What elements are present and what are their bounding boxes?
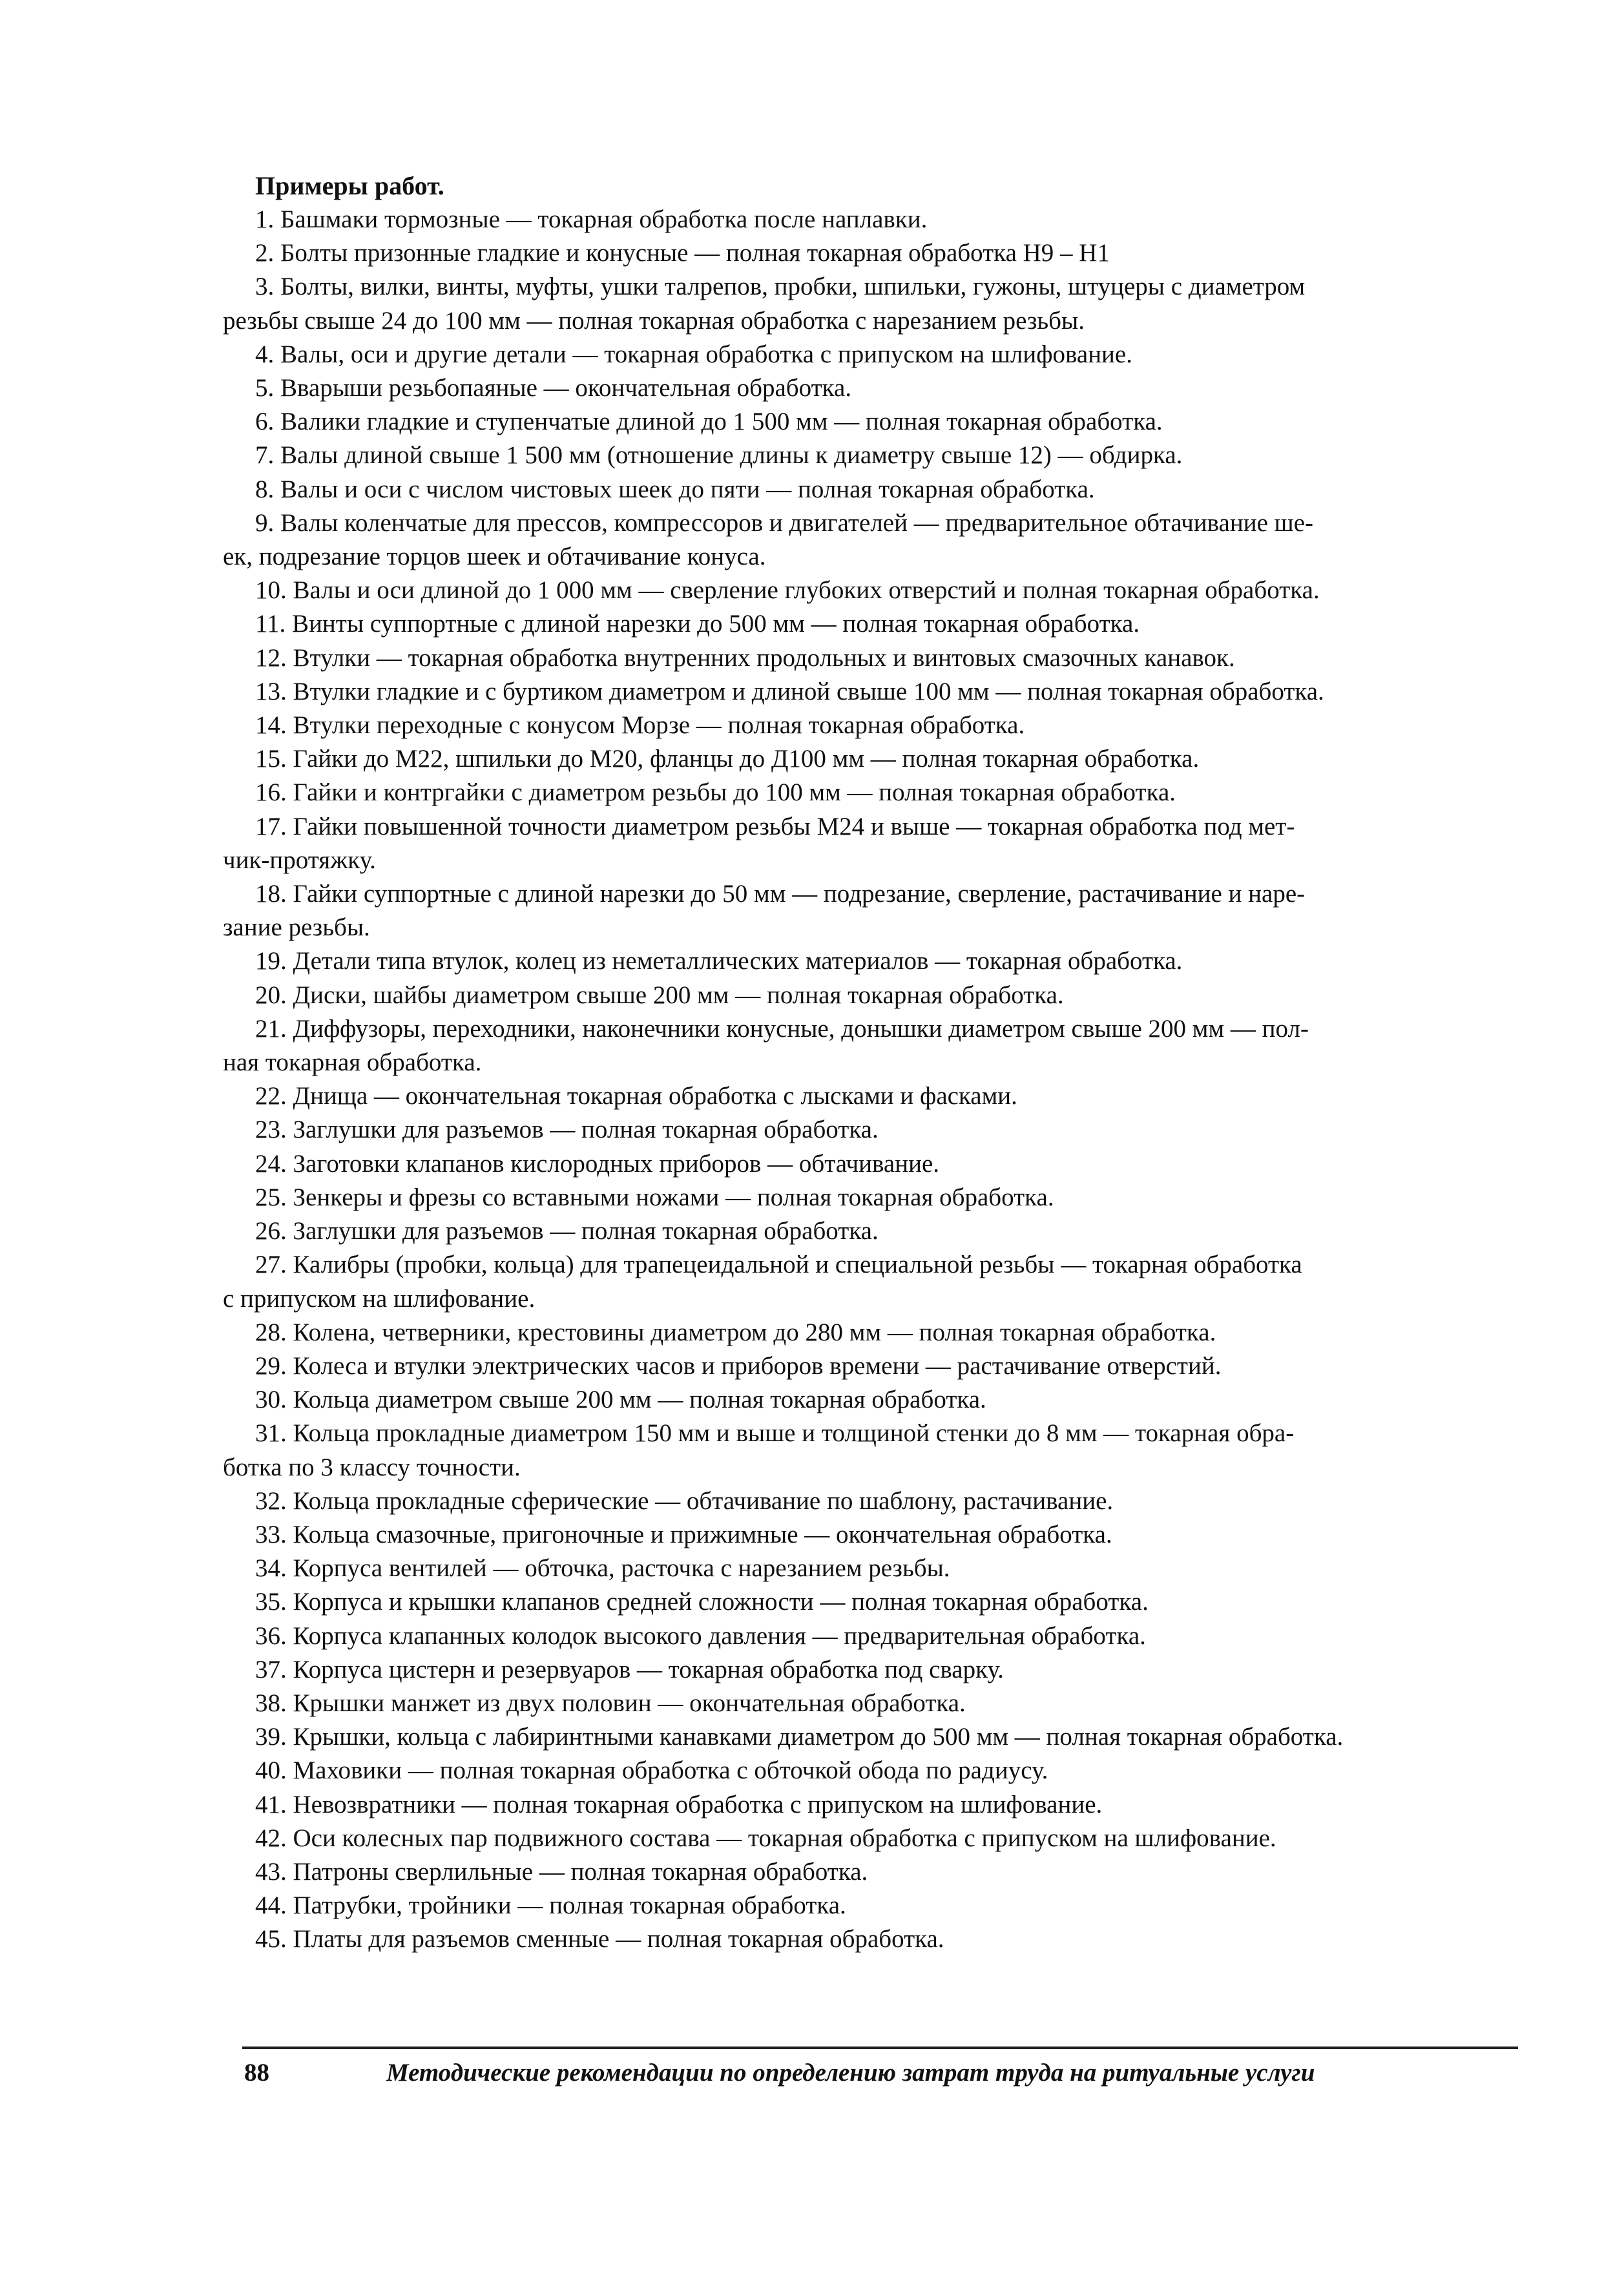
section-heading: Примеры работ. (255, 171, 444, 200)
list-item-text: 29. Колеса и втулки электрических часов и приборов времени — растачивание отверстий. (255, 1351, 1222, 1380)
list-item-text: 2. Болты призонные гладкие и конусные — полная токарная обработка Н9 – Н1 (255, 239, 1110, 267)
list-item (255, 1484, 1537, 1518)
list-item-text: 8. Валы и оси с числом чистовых шеек до пяти — полная токарная обработка. (255, 475, 1095, 503)
list-item-text: 32. Кольца прокладные сферические — обтачивание по шаблону, растачивание. (255, 1486, 1114, 1515)
list-item (255, 1720, 1537, 1754)
list-item (255, 338, 1537, 371)
list-item-text: 15. Гайки до М22, шпильки до М20, фланцы до Д100 мм — полная токарная обработка. (255, 745, 1200, 773)
list-item (255, 236, 1537, 270)
list-item-continuation: ек, подрезание торцов шеек и обтачивание конуса. (223, 543, 766, 571)
list-item-text: 27. Калибры (пробки, кольца) для трапецеидальной и специальной резьбы — токарная обработка (255, 1251, 1302, 1279)
list-item-text: 43. Патроны сверлильные — полная токарная обработка. (255, 1857, 868, 1886)
list-item (255, 439, 1537, 472)
list-item (255, 203, 1537, 236)
list-item-text: 24. Заготовки клапанов кислородных приборов — обтачивание. (255, 1149, 940, 1178)
list-item (255, 776, 1537, 809)
list-item (255, 641, 1537, 675)
list-item-text: 7. Валы длиной свыше 1 500 мм (отношение длины к диаметру свыше 12) — обдирка. (255, 441, 1183, 470)
list-item (255, 1855, 1537, 1889)
list-item-continuation: чик-протяжку. (223, 846, 376, 874)
list-item (255, 574, 1537, 607)
list-item-text: 38. Крышки манжет из двух половин — окончательная обработка. (255, 1689, 966, 1717)
list-item-text: 21. Диффузоры, переходники, наконечники конусные, донышки диаметром свыше 200 мм — пол- (255, 1014, 1309, 1043)
list-item (255, 1889, 1537, 1922)
list-item-text: 17. Гайки повышенной точности диаметром резьбы М24 и выше — токарная обработка под мет- (255, 812, 1295, 840)
list-item (255, 979, 1537, 1012)
list-item-text: 11. Винты суппортные с длиной нарезки до 500 мм — полная токарная обработка. (255, 610, 1140, 638)
list-item-text: 31. Кольца прокладные диаметром 150 мм и выше и толщиной стенки до 8 мм — токарная обра- (255, 1419, 1295, 1448)
list-item-text: 33. Кольца смазочные, пригоночные и прижимные — окончательная обработка. (255, 1520, 1112, 1548)
document-body (223, 169, 1537, 1957)
list-item-text: 40. Маховики — полная токарная обработка с обточкой обода по радиусу. (255, 1756, 1048, 1785)
list-item (223, 1417, 1537, 1484)
page-number: 88 (244, 2059, 269, 2087)
list-item (255, 1585, 1537, 1619)
list-item-text: 37. Корпуса цистерн и резервуаров — токарная обработка под сварку. (255, 1655, 1004, 1683)
list-item-text: 13. Втулки гладкие и с буртиком диаметром и длиной свыше 100 мм — полная токарная обработка. (255, 677, 1324, 705)
list-item (255, 1518, 1537, 1552)
list-item (255, 405, 1537, 439)
list-item-text: 26. Заглушки для разъемов — полная токарная обработка. (255, 1217, 879, 1245)
list-item (255, 473, 1537, 506)
list-item-text: 42. Оси колесных пар подвижного состава — токарная обработка с припуском на шлифование. (255, 1824, 1276, 1852)
list-item-text: 36. Корпуса клапанных колодок высокого давления — предварительная обработка. (255, 1621, 1146, 1650)
list-item-text: 34. Корпуса вентилей — обточка, расточка с нарезанием резьбы. (255, 1554, 950, 1583)
list-item (255, 1922, 1537, 1956)
list-item (255, 1822, 1537, 1855)
list-item (223, 810, 1537, 877)
list-item-text: 4. Валы, оси и другие детали — токарная обработка с припуском на шлифование. (255, 340, 1132, 368)
list-item (255, 1653, 1537, 1687)
list-item (223, 1012, 1537, 1079)
list-item-text: 16. Гайки и контргайки с диаметром резьбы до 100 мм — полная токарная обработка. (255, 778, 1176, 807)
list-item-text: 25. Зенкеры и фрезы со вставными ножами — полная токарная обработка. (255, 1183, 1054, 1211)
list-item-text: 3. Болты, вилки, винты, муфты, ушки талрепов, пробки, шпильки, гужоны, штуцеры с диаметром (255, 273, 1306, 301)
list-item (255, 1620, 1537, 1653)
list-item (255, 1316, 1537, 1349)
list-item-text: 41. Невозвратники — полная токарная обработка с припуском на шлифование. (255, 1790, 1103, 1818)
list-item-continuation: резьбы свыше 24 до 100 мм — полная токарная обработка с нарезанием резьбы. (223, 306, 1085, 335)
list-item (255, 1687, 1537, 1720)
list-item (255, 1349, 1537, 1383)
list-item (255, 742, 1537, 776)
list-item-text: 30. Кольца диаметром свыше 200 мм — полная токарная обработка. (255, 1386, 986, 1414)
list-item (223, 506, 1537, 574)
list-item (255, 1147, 1537, 1181)
list-item-text: 39. Крышки, кольца с лабиринтными канавками диаметром до 500 мм — полная токарная обработка. (255, 1723, 1344, 1751)
list-item-text: 10. Валы и оси длиной до 1 000 мм — сверление глубоких отверстий и полная токарная обработка. (255, 576, 1320, 605)
list-item-text: 9. Валы коленчатые для прессов, компрессоров и двигателей — предварительное обтачивание ше- (255, 508, 1313, 537)
list-item (255, 607, 1537, 641)
list-item (255, 371, 1537, 405)
examples-list (223, 203, 1537, 1957)
running-title: Методические рекомендации по определению затрат труда на ритуальные услуги (386, 2059, 1315, 2087)
list-item-text: 1. Башмаки тормозные — токарная обработка после наплавки. (255, 205, 928, 233)
list-item (255, 1214, 1537, 1248)
list-item-text: 23. Заглушки для разъемов — полная токарная обработка. (255, 1116, 879, 1144)
list-item (255, 1181, 1537, 1214)
list-item-text: 28. Колена, четверники, крестовины диаметром до 280 мм — полная токарная обработка. (255, 1318, 1216, 1346)
list-item (223, 270, 1537, 337)
page-footer (242, 2047, 1518, 2090)
list-item (255, 1754, 1537, 1787)
list-item (223, 877, 1537, 944)
list-item (255, 1788, 1537, 1822)
list-item-text: 35. Корпуса и крышки клапанов средней сложности — полная токарная обработка. (255, 1588, 1149, 1616)
list-item-continuation: с припуском на шлифование. (223, 1284, 536, 1313)
list-item-text: 12. Втулки — токарная обработка внутренних продольных и винтовых смазочных канавок. (255, 643, 1235, 672)
list-item-continuation: зание резьбы. (223, 913, 370, 942)
list-item (223, 1248, 1537, 1315)
list-item (255, 944, 1537, 978)
list-item-text: 44. Патрубки, тройники — полная токарная обработка. (255, 1891, 846, 1920)
list-item-text: 45. Платы для разъемов сменные — полная токарная обработка. (255, 1925, 944, 1953)
list-item-text: 6. Валики гладкие и ступенчатые длиной до 1 500 мм — полная токарная обработка. (255, 408, 1163, 436)
list-item (255, 1113, 1537, 1147)
list-item-text: 5. Вварыши резьбопаяные — окончательная обработка. (255, 374, 852, 402)
list-item-text: 14. Втулки переходные с конусом Морзе — полная токарная обработка. (255, 711, 1025, 740)
list-item-text: 22. Днища — окончательная токарная обработка с лысками и фасками. (255, 1082, 1017, 1110)
list-item (255, 709, 1537, 742)
list-item-continuation: ная токарная обработка. (223, 1048, 482, 1077)
list-item-continuation: ботка по 3 классу точности. (223, 1453, 521, 1481)
list-item (255, 1383, 1537, 1417)
list-item-text: 19. Детали типа втулок, колец из неметаллических материалов — токарная обработка. (255, 947, 1183, 975)
list-item (255, 675, 1537, 709)
list-item-text: 18. Гайки суппортные с длиной нарезки до 50 мм — подрезание, сверление, растачивание и наре- (255, 880, 1306, 908)
list-item (255, 1079, 1537, 1113)
list-item (255, 1552, 1537, 1585)
list-item-text: 20. Диски, шайбы диаметром свыше 200 мм — полная токарная обработка. (255, 981, 1064, 1009)
